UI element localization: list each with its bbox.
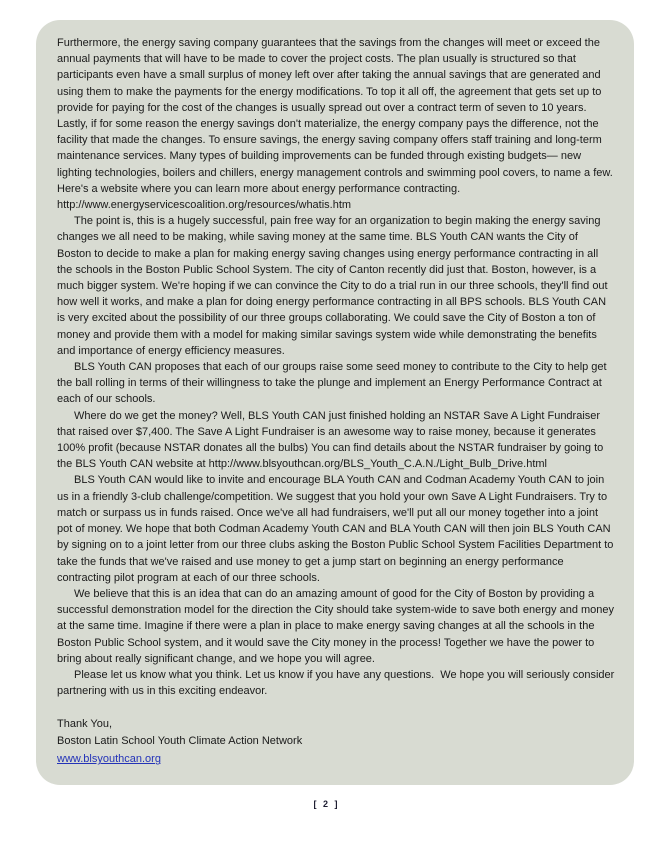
closing-salutation: Thank You, xyxy=(57,718,113,731)
signature-block xyxy=(57,716,615,768)
letter-paragraph-5: BLS Youth CAN would like to invite and encourage BLA Youth CAN and Codman Academy Youth CAN to join us in a friendly 3-club challenge/competition. We suggest that you hold your own Save A Light Fundraisers. Try to match or surpass us in funds raised. Once we've all had fundraisers, we'll put all our money together into a joint pot of money. We hope that both Codman Academy Youth CAN and BLA Youth CAN will then join BLS Youth CAN by signing on to a joint letter from our three clubs asking the Boston Public School System Facilities Department to take the funds that we've raised and use money to get a jump start on beginning an energy performance contracting pilot program at each of our three schools. xyxy=(57,474,617,584)
letter-paragraph-7: Please let us know what you think. Let us know if you have any questions. We hope you will seriously consider partnering with us in this exciting endeavor. xyxy=(57,668,618,698)
letter-content-box xyxy=(36,20,634,785)
letter-paragraph-4: Where do we get the money? Well, BLS Youth CAN just finished holding an NSTAR Save A Light Fundraiser that raised over $7,400. The Save A Light Fundraiser is an awesome way to raise money, because it generates 100% profit (because NSTAR donates all the bulbs) You can find details about the NSTAR fundraiser by going to the BLS Youth CAN website at http://www.blsyouthcan.org/BLS_Youth_C.A.N./Light_Bulb_Drive.html xyxy=(57,409,607,471)
page-number: [ 2 ] xyxy=(313,799,340,809)
website-link[interactable]: www.blsyouthcan.org xyxy=(57,753,161,766)
letter-paragraph-1: Furthermore, the energy saving company guarantees that the savings from the changes will meet or exceed the annual payments that will have to be made to cover the project costs. The plan usually is structured so that participants even have a small surplus of money left over after taking the annual savings that are generated and using them to make the payments for the energy modifications. To top it all off, the agreement that gets set up to provide for paying for the cost of the changes is usually spread out over a contract term of seven to 10 years. Lastly, if for some reason the energy savings don't materialize, the energy company pays the difference, not the facility that made the changes. To ensure savings, the energy saving company offers staff training and long-term maintenance services. Many types of building improvements can be funded through existing budgets— new lighting technologies, boilers and chillers, energy management controls and swimming pool covers, to name a few. Here's a website where you can learn more about energy performance contracting. http://www.energyservicescoalition.org/resources/whatis.htm xyxy=(57,37,616,212)
closing-organization: Boston Latin School Youth Climate Action Network xyxy=(57,734,303,747)
letter-paragraph-2: The point is, this is a hugely successful, pain free way for an organization to begin making the energy saving changes we all need to be making, while saving money at the same time. BLS Youth CAN wants the City of Boston to decide to make a plan for making energy saving changes using energy performance contracting in all the schools in the Boston Public School System. The city of Canton recently did just that. Boston, however, is a much bigger system. We're hoping if we can convince the City to do a trial run in our three schools, they'll find out how well it works, and make a plan for doing energy performance contracting in all BPS schools. BLS Youth CAN is very excited about the possibility of our three groups collaborating. We could save the City of Boston a ton of money and provide them with a model for making similar savings system wide while demonstrating the benefits and importance of energy efficiency measures. xyxy=(57,215,611,357)
letter-paragraph-3: BLS Youth CAN proposes that each of our groups raise some seed money to contribute to the City to help get the ball rolling in terms of their willingness to take the plunge and implement an Energy Performance Contract at each of our schools. xyxy=(57,361,610,406)
letter-paragraph-6: We believe that this is an idea that can do an amazing amount of good for the City of Boston by providing a successful demonstration model for the direction the City should take system-wide to save both energy and money at the same time. Imagine if there were a plan in place to make energy saving changes at all the schools in the Boston Public School system, and it would save the City money in the process! Together we have the power to bring about really significant change, and we hope you will agree. xyxy=(57,587,618,665)
